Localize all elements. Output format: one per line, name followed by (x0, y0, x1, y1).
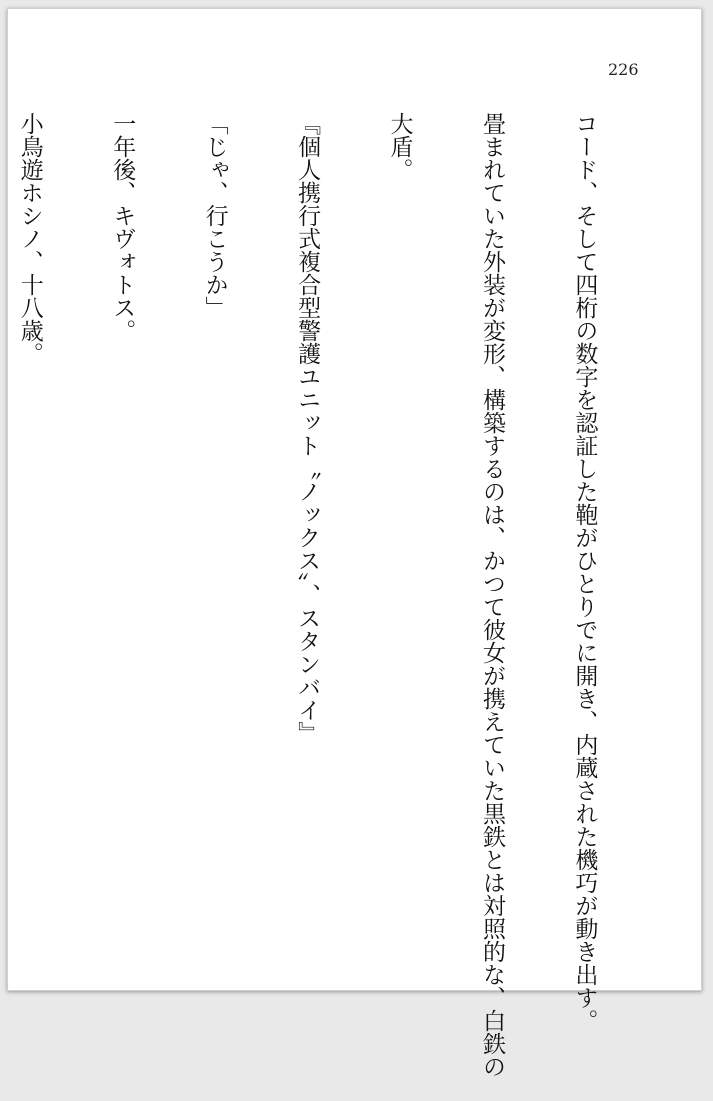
text-line: 『個人携行式複合型警護ユニット〝ノックス〟、スタンバイ』 (294, 112, 321, 745)
book-page (7, 8, 702, 1078)
text-line: 大盾。 (386, 112, 413, 181)
text-line: 小鳥遊ホシノ、十八歳。 (16, 112, 43, 365)
text-line: 一年後、キヴォトス。 (109, 112, 136, 342)
vertical-text-body (0, 112, 661, 1078)
text-line: 畳まれていた外装が変形、構築するのは、かつて彼女が携えていた黒鉄とは対照的な、白鉄の (478, 112, 505, 1078)
text-line: 「じゃ、行こうか」 (201, 112, 228, 319)
page-number: 226 (608, 60, 639, 79)
text-line: コード、そして四桁の数字を認証した鞄がひとりでに開き、内蔵された機巧が動き出す。 (571, 112, 598, 1032)
